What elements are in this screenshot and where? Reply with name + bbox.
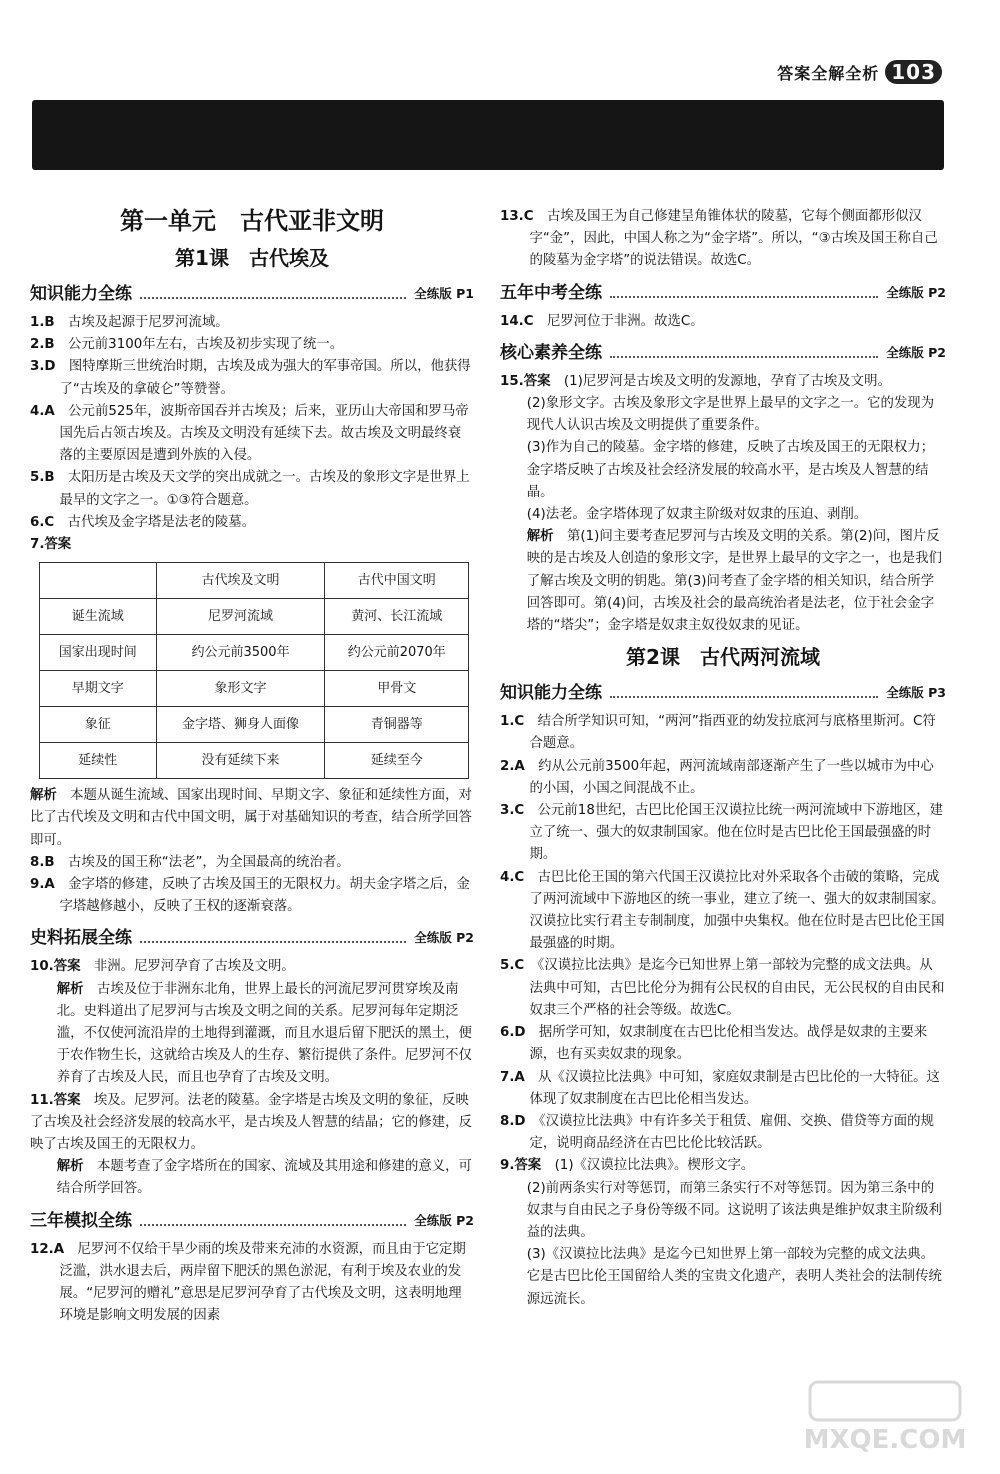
section-ref: 全练版 P2	[414, 930, 474, 946]
section-heading	[500, 339, 946, 367]
table-row: 早期文字 象形文字 甲骨文	[40, 671, 469, 707]
section-heading	[500, 279, 946, 307]
header-title: 答案全解全析	[777, 64, 880, 83]
lesson-1-title: 第1课 古代埃及	[175, 246, 329, 270]
section-heading	[30, 1207, 474, 1235]
answer-item: 6.C 古代埃及金字塔是法老的陵墓。	[30, 514, 256, 530]
section-name: 核心素养全练	[500, 342, 602, 363]
answer-part: (3)作为自己的陵墓。金字塔的修建，反映了古埃及国王的无限权力；金字塔反映了古埃及社会经济发展的较高水平，是古埃及人智慧的结晶。	[526, 440, 935, 500]
section-heading	[30, 924, 474, 952]
answer-item: 15.答案 (1)尼罗河是古埃及文明的发源地，孕育了古埃及文明。	[500, 373, 891, 389]
answer-part: (3)《汉谟拉比法典》是迄今已知世界上第一部较为完整的成文法典。它是古巴比伦王国留给人类的宝贵文化遗产，表明人类社会的法制传统源远流长。	[526, 1247, 942, 1307]
answer-item: 8.D 《汉谟拉比法典》中有许多关于租赁、雇佣、交换、借贷等方面的规定，说明商品经济在古巴比伦比较活跃。	[500, 1113, 934, 1152]
page-header	[777, 60, 942, 84]
comparison-table	[39, 562, 469, 779]
watermark-text: MXQE.COM	[803, 1425, 967, 1455]
table-row: 延续性 没有延续下来 延续至今	[40, 743, 469, 779]
answer-item: 13.C 古埃及国王为自己修建呈角锥体状的陵墓，它每个侧面都形似汉字“金”，因此，中国人称之为“金字塔”。所以，“③古埃及国王称自己的陵墓为金字塔”的说法错误。故选C。	[500, 209, 938, 269]
page-number: 103	[885, 60, 942, 84]
section-ref: 全练版 P1	[414, 285, 474, 301]
section-ref: 全练版 P2	[886, 344, 946, 360]
answer-item: 7.A 从《汉谟拉比法典》中可知，家庭奴隶制是古巴比伦的一大特征。这体现了奴隶制度在古巴比伦相当发达。	[500, 1069, 940, 1107]
answer-item: 9.A 金字塔的修建，反映了古埃及国王的无限权力。胡夫金字塔之后，金字塔越修越小，反映了王权的逐渐衰落。	[30, 877, 470, 915]
answer-item: 1.C 结合所学知识可知，“两河”指西亚的幼发拉底河与底格里斯河。C符合题意。	[500, 714, 936, 752]
answer-item: 6.D 据所学可知，奴隶制度在古巴比伦相当发达。战俘是奴隶的主要来源，也有买卖奴隶的现象。	[500, 1025, 928, 1063]
answer-item: 11.答案 埃及。尼罗河。法老的陵墓。金字塔是古埃及文明的象征，反映了古埃及社会经济发展的较高水平，是古埃及人智慧的结晶；它的修建，反映了古埃及国王的无限权力。	[30, 1092, 472, 1153]
section-ref: 全练版 P2	[886, 284, 946, 300]
explanation: 解析 古埃及位于非洲东北角，世界上最长的河流尼罗河贯穿埃及南北。史料道出了尼罗河与古埃及文明之间的关系。尼罗河每年定期泛滥，不仅使河流沿岸的土地得到灌溉，而且水退后留下肥沃的黑土，便于农作物生长，这就给古埃及人的生存、繁衍提供了条件。尼罗河不仅养育了古埃及人民，而且也孕育了古埃及文明。	[56, 981, 472, 1086]
answer-part: (2)前两条实行对等惩罚，而第三条实行不对等惩罚。因为第三条中的奴隶与自由民之子身份等级不同。这说明了该法典是维护奴隶主阶级利益的法典。	[526, 1180, 942, 1240]
section-name: 三年模拟全练	[30, 1210, 132, 1231]
table-row: 诞生流域 尼罗河流域 黄河、长江流域	[40, 599, 469, 635]
answer-item: 12.A 尼罗河不仅给干旱少雨的埃及带来充沛的水资源，而且由于它定期泛滥，洪水退去后，两岸留下肥沃的黑色淤泥，有利于埃及农业的发展。“尼罗河的赠礼”意思是尼罗河孕育了古代埃及文明，这表明地理环境是影响文明发展的因素	[30, 1241, 466, 1324]
answer-item: 4.C 古巴比伦王国的第六代国王汉谟拉比对外采取各个击破的策略，完成了两河流域中下游地区的统一事业，建立了统一、强大的奴隶制国家。汉谟拉比实行君主专制制度，加强中央集权。他在位时是古巴比伦王国最强盛的时期。	[500, 869, 945, 952]
answer-item: 10.答案 非洲。尼罗河孕育了古埃及文明。	[30, 959, 295, 975]
answer-item: 1.B 古埃及起源于尼罗河流域。	[30, 315, 229, 330]
answer-part: (4)法老。金字塔体现了奴隶主阶级对奴隶的压迫、剥削。	[526, 507, 868, 523]
explanation: 解析 本题从诞生流域、国家出现时间、早期文字、象征和延续性方面，对比了古代埃及文明和古代中国文明，属于对基础知识的考查，结合所学回答即可。	[30, 788, 472, 848]
section-heading	[30, 280, 474, 308]
right-column	[500, 206, 946, 1311]
section-name: 五年中考全练	[500, 282, 602, 303]
explanation: 解析 第(1)问主要考查尼罗河与古埃及文明的关系。第(2)问，图片反映的是古埃及人创造的象形文字，是世界上最早的文字之一，也是我们了解古埃及文明的钥匙。第(3)问考查了金字塔的相关知识，结合所学回答即可。第(4)问，古埃及社会的最高统治者是法老，位于社会金字塔的“塔尖”；金字塔是奴隶主奴役奴隶的见证。	[526, 529, 942, 634]
section-name: 知识能力全练	[500, 683, 602, 704]
answer-item: 3.C 公元前18世纪，古巴比伦国王汉谟拉比统一两河流域中下游地区，建立了统一、强大的奴隶制国家。他在位时是古巴比伦王国最强盛的时期。	[500, 803, 943, 863]
table-header-row: 古代埃及文明 古代中国文明	[40, 563, 469, 599]
answer-item: 2.A 约从公元前3500年起，两河流域南部逐渐产生了一些以城市为中心的小国，小国之间混战不止。	[500, 758, 934, 796]
watermark-logo	[790, 1376, 980, 1456]
answer-item: 8.B 古埃及的国王称“法老”，为全国最高的统治者。	[30, 854, 350, 870]
answer-item: 5.C 《汉谟拉比法典》是迄今已知世界上第一部较为完整的成文法典。从法典中可知，古巴比伦分为拥有公民权的自由民，无公民权的自由民和奴隶三个严格的社会等级。故选C。	[500, 958, 945, 1018]
table-row: 象征 金字塔、狮身人面像 青铜器等	[40, 707, 469, 743]
section-heading	[500, 679, 946, 707]
section-ref: 全练版 P3	[886, 685, 946, 701]
section-name: 史料拓展全练	[30, 928, 132, 949]
unit-title: 第一单元 古代亚非文明	[120, 207, 384, 235]
answer-item: 4.A 公元前525年，波斯帝国吞并古埃及；后来，亚历山大帝国和罗马帝国先后占领古埃及。古埃及文明没有延续下去。故古埃及文明最终衰落的主要原因是遭到外族的入侵。	[30, 403, 469, 464]
explanation: 解析 本题考查了金字塔所在的国家、流域及其用途和修建的意义，可结合所学回答。	[56, 1159, 472, 1197]
lesson-2-title: 第2课 古代两河流域	[626, 645, 820, 670]
answer-item: 3.D 图特摩斯三世统治时期，古埃及成为强大的军事帝国。所以，他获得了“古埃及的拿破仑”等赞誉。	[30, 359, 471, 397]
answer-item: 5.B 太阳历是古埃及天文学的突出成就之一。古埃及的象形文字是世界上最早的文字之一。①③符合题意。	[30, 470, 470, 508]
answer-item: 2.B 公元前3100年左右，古埃及初步实现了统一。	[30, 337, 344, 353]
table-row: 国家出现时间 约公元前3500年 约公元前2070年	[40, 635, 469, 671]
section-ref: 全练版 P2	[414, 1212, 474, 1228]
answer-item: 7.答案	[30, 537, 72, 553]
header-banner	[32, 100, 944, 170]
left-column	[30, 200, 474, 1328]
answer-item: 9.答案 (1)《汉谟拉比法典》。楔形文字。	[500, 1158, 755, 1174]
section-name: 知识能力全练	[30, 283, 132, 304]
answer-item: 14.C 尼罗河位于非洲。故选C。	[500, 313, 704, 329]
answer-part: (2)象形文字。古埃及象形文字是世界上最早的文字之一。它的发现为现代人认识古埃及文明提供了重要条件。	[526, 396, 935, 434]
